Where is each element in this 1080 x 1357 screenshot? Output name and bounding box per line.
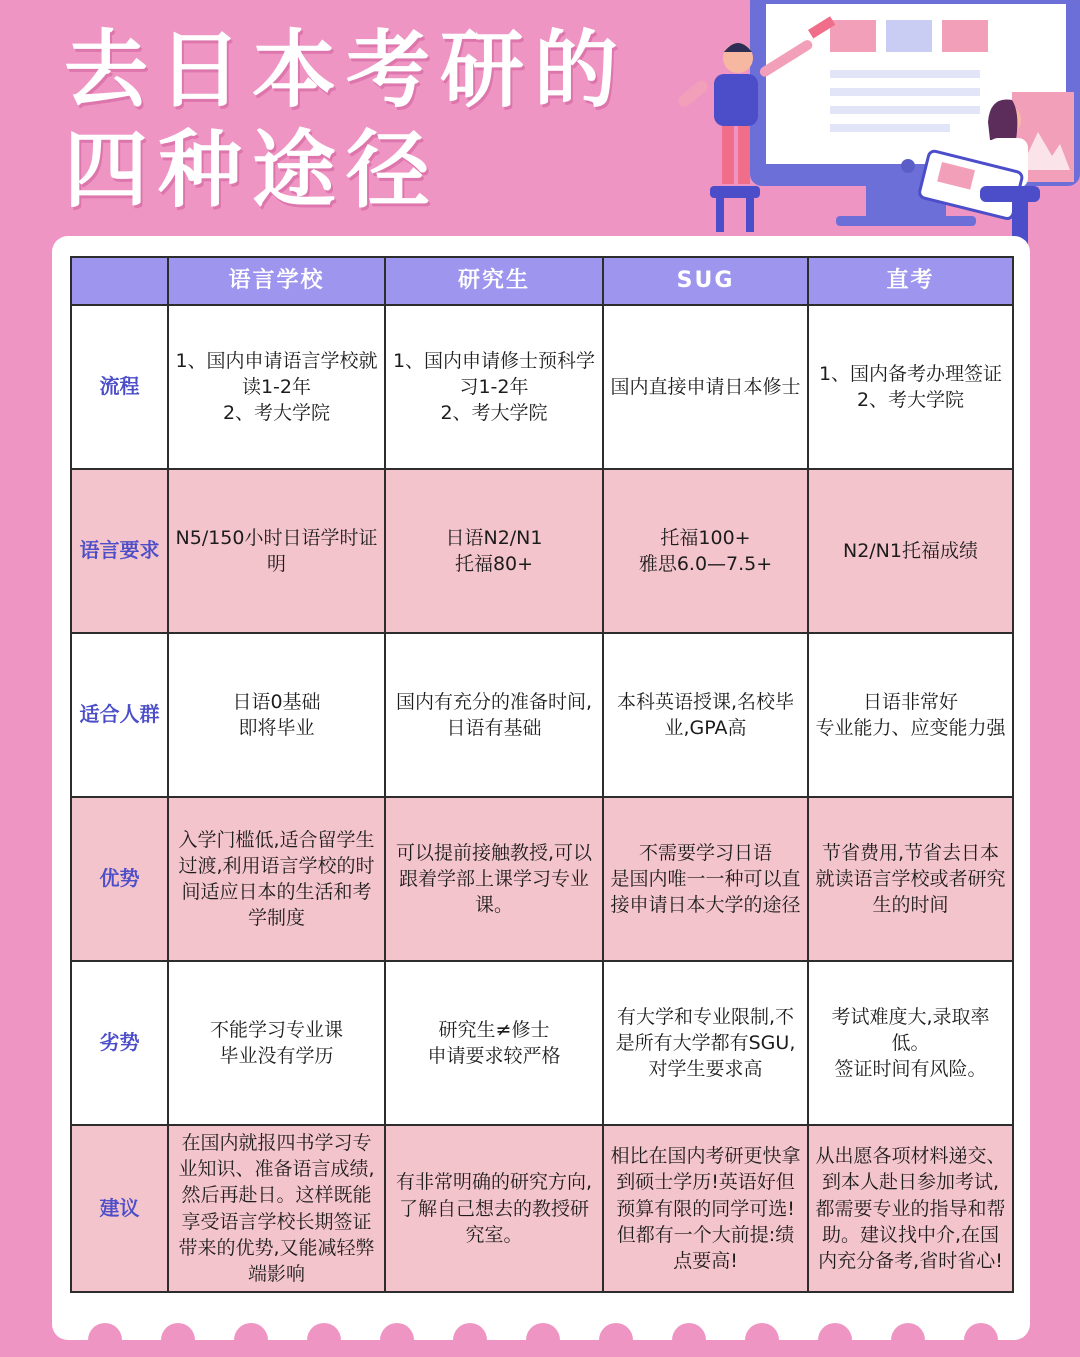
- row-label-process: 流程: [71, 305, 168, 469]
- table-cell: N5/150小时日语学时证明: [168, 469, 385, 633]
- column-header-language-school: 语言学校: [168, 257, 385, 305]
- table-cell: 本科英语授课,名校毕业,GPA高: [603, 633, 808, 797]
- table-cell: 从出愿各项材料递交、到本人赴日参加考试,都需要专业的指导和帮助。建议找中介,在国内充分备考,省时省心!: [808, 1125, 1013, 1292]
- table-cell: 入学门槛低,适合留学生过渡,利用语言学校的时间适应日本的生活和考学制度: [168, 797, 385, 961]
- page-title-line2: 四种途径: [64, 121, 441, 219]
- table-cell: 1、国内申请语言学校就读1-2年 2、考大学院: [168, 305, 385, 469]
- column-header-research-student: 研究生: [385, 257, 603, 305]
- table-cell: 研究生≠修士 申请要求较严格: [385, 961, 603, 1125]
- card-notch: [599, 1323, 633, 1357]
- header-corner-cell: [71, 257, 168, 305]
- comparison-table: [70, 256, 1014, 1293]
- column-header-direct-exam: 直考: [808, 257, 1013, 305]
- table-cell: 1、国内备考办理签证 2、考大学院: [808, 305, 1013, 469]
- table-row-suitable-people: [71, 633, 1013, 797]
- table-cell: 节省费用,节省去日本就读语言学校或者研究生的时间: [808, 797, 1013, 961]
- card-notch: [818, 1323, 852, 1357]
- card-notch: [234, 1323, 268, 1357]
- row-label-suitable-people: 适合人群: [71, 633, 168, 797]
- row-label-disadvantages: 劣势: [71, 961, 168, 1125]
- card-notch: [672, 1323, 706, 1357]
- card-notch: [453, 1323, 487, 1357]
- table-cell: 国内直接申请日本修士: [603, 305, 808, 469]
- table-header-row: [71, 257, 1013, 305]
- table-cell: 日语N2/N1 托福80+: [385, 469, 603, 633]
- table-row-suggestions: [71, 1125, 1013, 1292]
- table-row-process: [71, 305, 1013, 469]
- table-cell: 不需要学习日语 是国内唯一一种可以直接申请日本大学的途径: [603, 797, 808, 961]
- card-notch: [745, 1323, 779, 1357]
- card-notch: [161, 1323, 195, 1357]
- table-cell: 有大学和专业限制,不是所有大学都有SGU,对学生要求高: [603, 961, 808, 1125]
- table-cell: 1、国内申请修士预科学习1-2年 2、考大学院: [385, 305, 603, 469]
- card-notch: [380, 1323, 414, 1357]
- card-notch: [88, 1323, 122, 1357]
- page-title-line1: 去日本考研的: [64, 21, 629, 119]
- card-notch: [891, 1323, 925, 1357]
- table-cell: N2/N1托福成绩: [808, 469, 1013, 633]
- study-illustration: [640, 0, 1080, 250]
- table-cell: 相比在国内考研更快拿到硕士学历!英语好但预算有限的同学可选!但都有一个大前提:绩点要高!: [603, 1125, 808, 1292]
- table-cell: 考试难度大,录取率低。 签证时间有风险。: [808, 961, 1013, 1125]
- table-cell: 在国内就报四书学习专业知识、准备语言成绩,然后再赴日。这样既能享受语言学校长期签证带来的优势,又能减轻弊端影响: [168, 1125, 385, 1292]
- table-cell: 托福100+ 雅思6.0—7.5+: [603, 469, 808, 633]
- column-header-sgu: SUG: [603, 257, 808, 305]
- table-row-disadvantages: [71, 961, 1013, 1125]
- row-label-advantages: 优势: [71, 797, 168, 961]
- table-row-advantages: [71, 797, 1013, 961]
- table-cell: 日语0基础 即将毕业: [168, 633, 385, 797]
- card-notch: [307, 1323, 341, 1357]
- row-label-language-requirement: 语言要求: [71, 469, 168, 633]
- table-cell: 日语非常好 专业能力、应变能力强: [808, 633, 1013, 797]
- table-cell: 可以提前接触教授,可以跟着学部上课学习专业课。: [385, 797, 603, 961]
- card-notch: [526, 1323, 560, 1357]
- table-cell: 不能学习专业课 毕业没有学历: [168, 961, 385, 1125]
- table-cell: 国内有充分的准备时间,日语有基础: [385, 633, 603, 797]
- table-row-language-requirement: [71, 469, 1013, 633]
- card-notch: [964, 1323, 998, 1357]
- table-cell: 有非常明确的研究方向,了解自己想去的教授研究室。: [385, 1125, 603, 1292]
- row-label-suggestions: 建议: [71, 1125, 168, 1292]
